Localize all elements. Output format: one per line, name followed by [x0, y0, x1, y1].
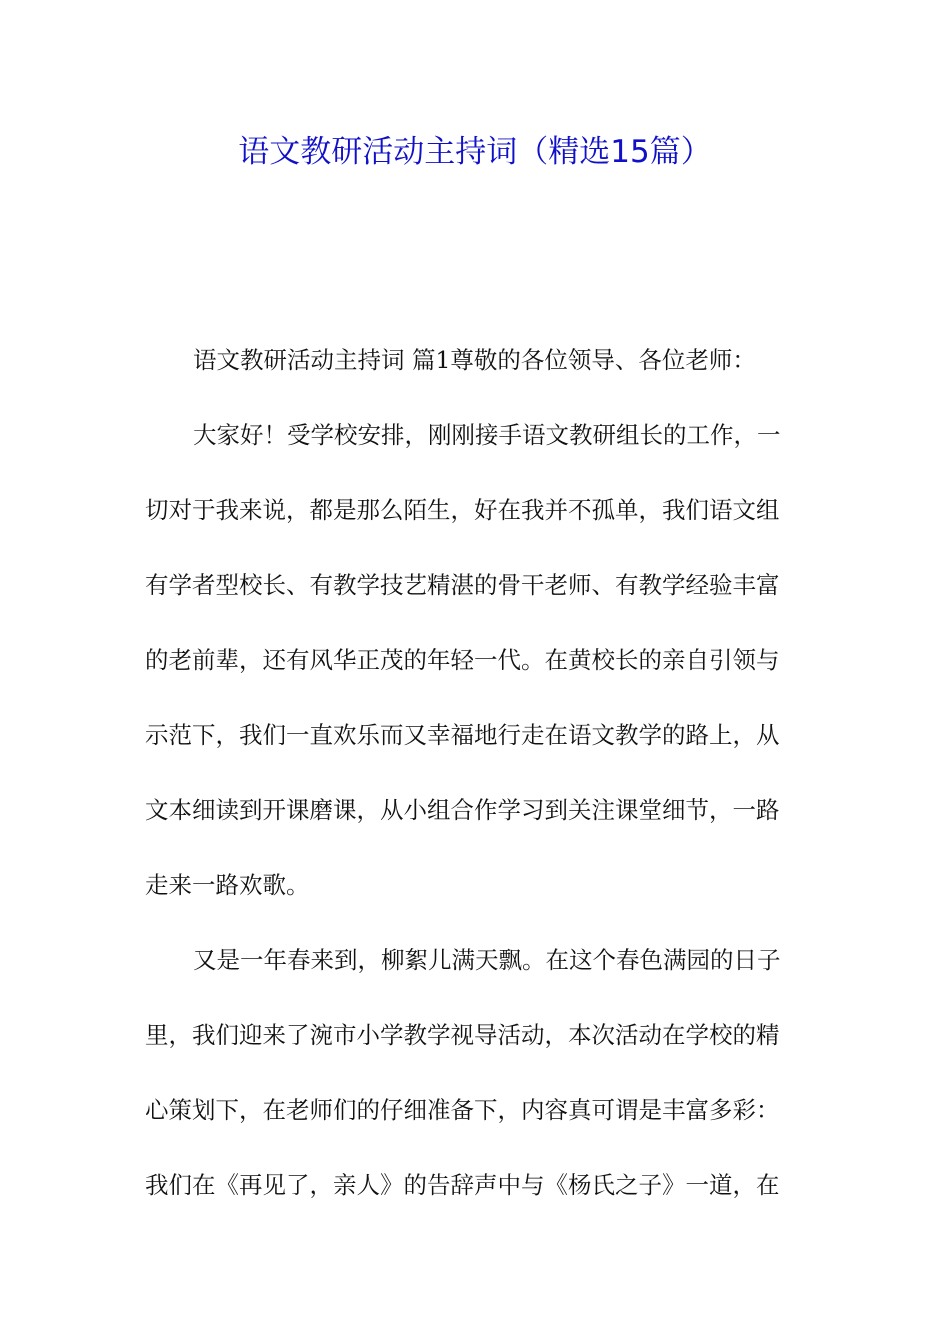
- paragraph-line: 语文教研活动主持词 篇1尊敬的各位领导、各位老师：: [193, 346, 756, 374]
- paragraph-line: 又是一年春来到，柳絮儿满天飘。在这个春色满园的日子: [193, 946, 781, 974]
- paragraph-line: 示范下，我们一直欢乐而又幸福地行走在语文教学的路上，从: [145, 721, 780, 749]
- paragraph-line: 里，我们迎来了涴市小学教学视导活动，本次活动在学校的精: [145, 1021, 780, 1049]
- paragraph-line: 的老前辈，还有风华正茂的年轻一代。在黄校长的亲自引领与: [145, 646, 780, 674]
- document-body: [145, 336, 807, 1236]
- paragraph-line: 大家好！受学校安排，刚刚接手语文教研组长的工作，一: [193, 421, 781, 449]
- paragraph-line: 我们在《再见了，亲人》的告辞声中与《杨氏之子》一道，在: [145, 1171, 780, 1199]
- paragraph-line: 走来一路欢歌。: [145, 871, 310, 899]
- paragraph-line: 文本细读到开课磨课，从小组合作学习到关注课堂细节，一路: [145, 796, 780, 824]
- paragraph-line: 切对于我来说，都是那么陌生，好在我并不孤单，我们语文组: [145, 496, 780, 524]
- paragraph-line: 有学者型校长、有教学技艺精湛的骨干老师、有教学经验丰富: [145, 571, 780, 599]
- document-title: 语文教研活动主持词（精选15篇）: [238, 134, 712, 170]
- paragraph-line: 心策划下，在老师们的仔细准备下，内容真可谓是丰富多彩：: [145, 1096, 780, 1124]
